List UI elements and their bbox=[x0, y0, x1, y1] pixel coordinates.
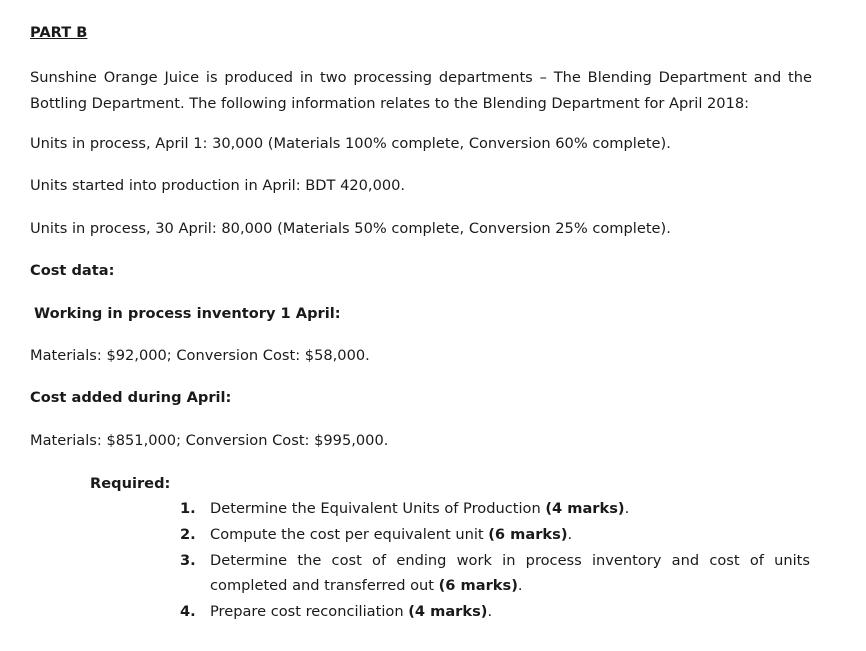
required-item-marks: (4 marks) bbox=[408, 603, 488, 620]
required-item-marks: (4 marks) bbox=[545, 500, 625, 517]
required-item-end: . bbox=[517, 577, 523, 594]
intro-paragraph: Sunshine Orange Juice is produced in two processing departments – The Blending Department and the Bottling Department. The following information relates to the Blending Department for April 2018: bbox=[30, 69, 812, 112]
required-item-text: Determine the Equivalent Units of Production bbox=[210, 500, 546, 517]
wip-heading: Working in process inventory 1 April: bbox=[34, 305, 341, 322]
cost-data-heading: Cost data: bbox=[30, 262, 115, 279]
required-item-marks: (6 marks) bbox=[438, 577, 518, 594]
cost-added-heading: Cost added during April: bbox=[30, 389, 232, 406]
required-item-text: Determine the cost of ending work in process inventory and cost of units completed and transferred out bbox=[210, 552, 810, 594]
required-item-end: . bbox=[624, 500, 630, 517]
cost-added-text: Materials: $851,000; Conversion Cost: $995,000. bbox=[30, 432, 389, 449]
part-title: PART B bbox=[30, 24, 88, 41]
required-item-end: . bbox=[567, 526, 573, 543]
units-opening-text: Units in process, April 1: 30,000 (Materials 100% complete, Conversion 60% complete). bbox=[30, 135, 671, 152]
required-item-text: Compute the cost per equivalent unit bbox=[210, 526, 489, 543]
required-item bbox=[180, 522, 810, 547]
units-closing-text: Units in process, 30 April: 80,000 (Materials 50% complete, Conversion 25% complete). bbox=[30, 220, 671, 237]
required-item-number: 2. bbox=[180, 526, 196, 543]
wip-costs-text: Materials: $92,000; Conversion Cost: $58,000. bbox=[30, 347, 370, 364]
required-list bbox=[180, 496, 810, 625]
required-item-marks: (6 marks) bbox=[488, 526, 568, 543]
required-item-number: 4. bbox=[180, 603, 196, 620]
required-heading: Required: bbox=[90, 475, 171, 492]
required-item-text: Prepare cost reconciliation bbox=[210, 603, 409, 620]
required-item bbox=[180, 496, 810, 521]
required-item-number: 3. bbox=[180, 552, 196, 569]
required-item bbox=[180, 599, 810, 624]
required-item bbox=[180, 548, 810, 598]
required-item-number: 1. bbox=[180, 500, 196, 517]
required-item-end: . bbox=[487, 603, 493, 620]
units-started-text: Units started into production in April: BDT 420,000. bbox=[30, 177, 406, 194]
